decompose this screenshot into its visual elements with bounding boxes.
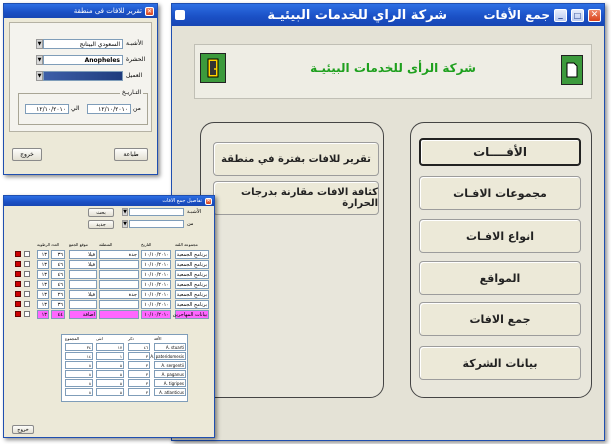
grid-cell[interactable]: ٣٦ <box>51 250 65 259</box>
dropdown-arrow-icon[interactable]: ▼ <box>37 41 42 47</box>
grid-cell[interactable]: ١٣ <box>37 300 49 309</box>
report-date-to[interactable]: ١٢/١٠/٢٠١٠ <box>25 104 69 114</box>
subgrid-cell[interactable]: ٨ <box>65 370 93 378</box>
grid-cell[interactable]: اضافة <box>69 310 97 319</box>
menu-panel <box>410 122 592 398</box>
menu-company-data-button[interactable]: بيانات الشركة <box>419 346 581 380</box>
grid-cell[interactable]: ١٠/١٠/٢٠١٠ <box>141 290 171 299</box>
new-doc-button[interactable] <box>561 55 583 85</box>
grid-cell[interactable]: برنامج الجمعية <box>176 301 207 308</box>
grid-column-header: المنطقة <box>99 242 113 247</box>
grid-cell[interactable]: ٢٦ <box>51 290 65 299</box>
grid-cell[interactable] <box>99 310 139 319</box>
header-panel <box>194 44 592 99</box>
main-window-title: جمع الأفات <box>483 8 550 22</box>
delete-row-icon[interactable] <box>15 291 21 297</box>
menu-pest-types-button[interactable]: انواع الافـات <box>419 219 581 253</box>
report-date-from[interactable]: ١٢/١٠/٢٠١٠ <box>87 104 131 114</box>
grid-cell[interactable]: ١٣ <box>37 260 49 269</box>
close-icon[interactable]: ✕ <box>206 198 211 204</box>
grid-cell[interactable]: ٤٦ <box>51 280 65 289</box>
delete-row-icon[interactable] <box>15 261 21 267</box>
subgrid-cell[interactable]: ٣ <box>128 370 150 378</box>
grid-cell[interactable]: برنامج الجمعية <box>176 281 207 288</box>
window-icon[interactable] <box>175 10 185 20</box>
grid-cell[interactable]: ١٠/١٠/٢٠١٠ <box>141 250 171 259</box>
row-selector-icon[interactable] <box>24 311 30 317</box>
subgrid-column-header: ذكر <box>128 336 134 341</box>
grid-cell[interactable]: بيانات المهاجرين <box>172 311 207 318</box>
delete-row-icon[interactable] <box>15 271 21 277</box>
subgrid-cell[interactable]: ٣٤ <box>65 343 93 351</box>
report-print-button[interactable]: طباعة <box>114 148 148 161</box>
delete-row-icon[interactable] <box>15 301 21 307</box>
row-selector-icon[interactable] <box>24 261 30 267</box>
subgrid-cell[interactable]: ٣ <box>128 379 150 387</box>
grid-cell[interactable]: برنامج الجمعية <box>176 291 207 298</box>
subgrid-cell[interactable]: ٤٦ <box>128 343 150 351</box>
menu-pests-button[interactable]: الأفــــات <box>419 138 581 166</box>
report-from-label: من <box>133 105 141 112</box>
grid-cell[interactable]: برنامج الجمعية <box>176 251 207 258</box>
subgrid-cell[interactable]: A. pateridomesis <box>150 353 184 359</box>
subgrid-cell[interactable]: ٨ <box>65 361 93 369</box>
report-period-area-button[interactable]: تقرير للافات بفترة في منطقة <box>213 142 379 176</box>
grid-column-header: العدد <box>51 242 60 247</box>
grid-cell[interactable]: ٣٦ <box>51 300 65 309</box>
detail-date-label: من <box>187 221 194 227</box>
detail-exit-button[interactable]: خروج <box>12 425 34 434</box>
grid-cell[interactable]: ١٣ <box>37 280 49 289</box>
grid-cell[interactable]: فيلا <box>69 260 97 269</box>
detail-search-button[interactable]: بحث <box>88 208 114 217</box>
dropdown-arrow-icon[interactable]: ▼ <box>123 221 127 227</box>
grid-cell[interactable] <box>99 300 139 309</box>
main-titlebar <box>172 4 604 26</box>
subgrid-cell[interactable]: A. tigripes <box>154 379 186 387</box>
grid-cell[interactable]: ١٠/١٠/٢٠١٠ <box>141 310 171 319</box>
grid-cell[interactable]: ٤٦ <box>51 260 65 269</box>
report-label-pest-type: الأشبـة <box>126 40 143 47</box>
row-selector-icon[interactable] <box>24 291 30 297</box>
header-title: شركة الرأى للخدمات البيئيـة <box>310 61 476 75</box>
delete-row-icon[interactable] <box>15 311 21 317</box>
close-icon[interactable]: ✕ <box>146 7 153 15</box>
grid-cell[interactable] <box>69 270 97 279</box>
dropdown-arrow-icon[interactable]: ▼ <box>37 73 42 79</box>
grid-cell[interactable]: جدة <box>99 250 139 259</box>
subgrid-cell[interactable]: ٥ <box>96 361 124 369</box>
detail-window-title: تفاصيل جمع الافات <box>162 198 202 204</box>
report-dates-label: التـاريـخ <box>121 89 141 96</box>
detail-window <box>3 195 215 438</box>
grid-column-header: التاريخ <box>141 242 152 247</box>
detail-grid <box>13 242 211 320</box>
grid-cell[interactable]: ٤٤ <box>51 310 65 319</box>
grid-cell[interactable] <box>99 270 139 279</box>
subgrid-cell[interactable]: ٥ <box>96 388 124 396</box>
dropdown-arrow-icon[interactable]: ▼ <box>123 209 127 215</box>
menu-sites-button[interactable]: المواقع <box>419 261 581 295</box>
grid-cell[interactable]: ١٣ <box>37 250 49 259</box>
report-field-client[interactable] <box>43 71 123 81</box>
subgrid-cell[interactable]: A. stuarti <box>154 343 186 351</box>
maximize-icon[interactable]: □ <box>571 9 584 22</box>
report-form <box>9 22 152 132</box>
main-title-right <box>483 8 601 22</box>
grid-cell[interactable]: ٤٦ <box>51 270 65 279</box>
main-window <box>171 3 605 441</box>
grid-column-header: موقع الجمع <box>69 242 88 247</box>
dropdown-arrow-icon[interactable]: ▼ <box>37 57 42 63</box>
grid-cell[interactable]: ١٠/١٠/٢٠١٠ <box>141 300 171 309</box>
document-icon <box>566 62 578 78</box>
grid-cell[interactable]: ١٣ <box>37 310 49 319</box>
subgrid-cell[interactable]: ١ <box>96 352 124 360</box>
subgrid-cell[interactable]: ١٤ <box>65 352 93 360</box>
grid-cell[interactable]: جدة <box>99 290 139 299</box>
report-field-pest-type[interactable]: السعودي البينانج <box>43 39 123 49</box>
subgrid-column-header: انثى <box>96 336 103 341</box>
subgrid-cell[interactable]: ٥ <box>96 379 124 387</box>
subgrid-column-header: الأفة <box>154 336 162 341</box>
subgrid-cell[interactable]: ٨ <box>65 379 93 387</box>
report-dates-group <box>18 89 148 125</box>
grid-cell[interactable]: فيلا <box>69 290 97 299</box>
row-selector-icon[interactable] <box>24 251 30 257</box>
grid-cell[interactable] <box>99 280 139 289</box>
report-label-insect: الحشرة <box>126 56 146 63</box>
subgrid-cell[interactable]: A. paganus <box>154 370 186 378</box>
report-field-insect[interactable]: Anopheles <box>43 55 123 65</box>
reports-panel <box>200 122 384 398</box>
grid-cell[interactable]: ١٠/١٠/٢٠١٠ <box>141 280 171 289</box>
subgrid-cell[interactable]: ٥ <box>96 370 124 378</box>
grid-cell[interactable]: ١٣ <box>37 290 49 299</box>
detail-subgrid <box>61 334 188 402</box>
minimize-icon[interactable]: _ <box>554 9 567 22</box>
grid-column-header: مجموعة اللفة <box>175 242 198 247</box>
subgrid-cell[interactable]: ١٧ <box>96 343 124 351</box>
close-icon[interactable]: ✕ <box>588 9 601 22</box>
subgrid-cell[interactable]: A. atlanticus <box>154 388 186 396</box>
subgrid-column-header: المجموع <box>65 336 79 341</box>
subgrid-cell[interactable]: ٣ <box>128 361 150 369</box>
detail-search-label: الأشبـة <box>187 209 202 215</box>
detail-date-field[interactable] <box>129 220 184 228</box>
row-selector-icon[interactable] <box>24 301 30 307</box>
grid-column-header: الرطوبة <box>37 242 51 247</box>
menu-pest-groups-button[interactable]: مجموعات الافـات <box>419 176 581 210</box>
subgrid-cell[interactable]: ٣ <box>128 352 150 360</box>
delete-row-icon[interactable] <box>15 251 21 257</box>
detail-search-field[interactable] <box>129 208 184 216</box>
grid-cell[interactable]: ١٣ <box>37 270 49 279</box>
report-label-client: العميل <box>126 72 143 79</box>
grid-cell[interactable]: فيلا <box>69 250 97 259</box>
grid-cell[interactable] <box>99 260 139 269</box>
grid-cell[interactable]: ١٠/١٠/٢٠١٠ <box>141 260 171 269</box>
detail-new-button[interactable]: جديد <box>88 220 114 229</box>
report-titlebar <box>4 4 157 18</box>
row-selector-icon[interactable] <box>24 271 30 277</box>
report-exit-button[interactable]: خروج <box>12 148 42 161</box>
grid-cell[interactable]: برنامج الجمعية <box>176 271 207 278</box>
report-density-temp-button[interactable]: كثافة الافات مقارنة بدرجات الحرارة <box>213 181 379 215</box>
report-window <box>3 3 158 175</box>
grid-cell[interactable]: ١٠/١٠/٢٠١٠ <box>141 270 171 279</box>
report-to-label: الي <box>71 105 80 112</box>
grid-cell[interactable] <box>69 280 97 289</box>
row-selector-icon[interactable] <box>24 281 30 287</box>
detail-titlebar <box>4 196 214 206</box>
grid-cell[interactable]: برنامج الجمعية <box>176 261 207 268</box>
subgrid-cell[interactable]: ٨ <box>65 388 93 396</box>
grid-cell[interactable] <box>69 300 97 309</box>
subgrid-cell[interactable]: ٣ <box>128 388 150 396</box>
company-title: شركة الراي للخدمات البيئيـة <box>267 7 448 23</box>
report-window-title: تقرير للافات فى منطقة <box>73 7 142 15</box>
menu-collect-pests-button[interactable]: جمع الافات <box>419 302 581 336</box>
subgrid-cell[interactable]: A. sergentii <box>154 361 186 369</box>
delete-row-icon[interactable] <box>15 281 21 287</box>
